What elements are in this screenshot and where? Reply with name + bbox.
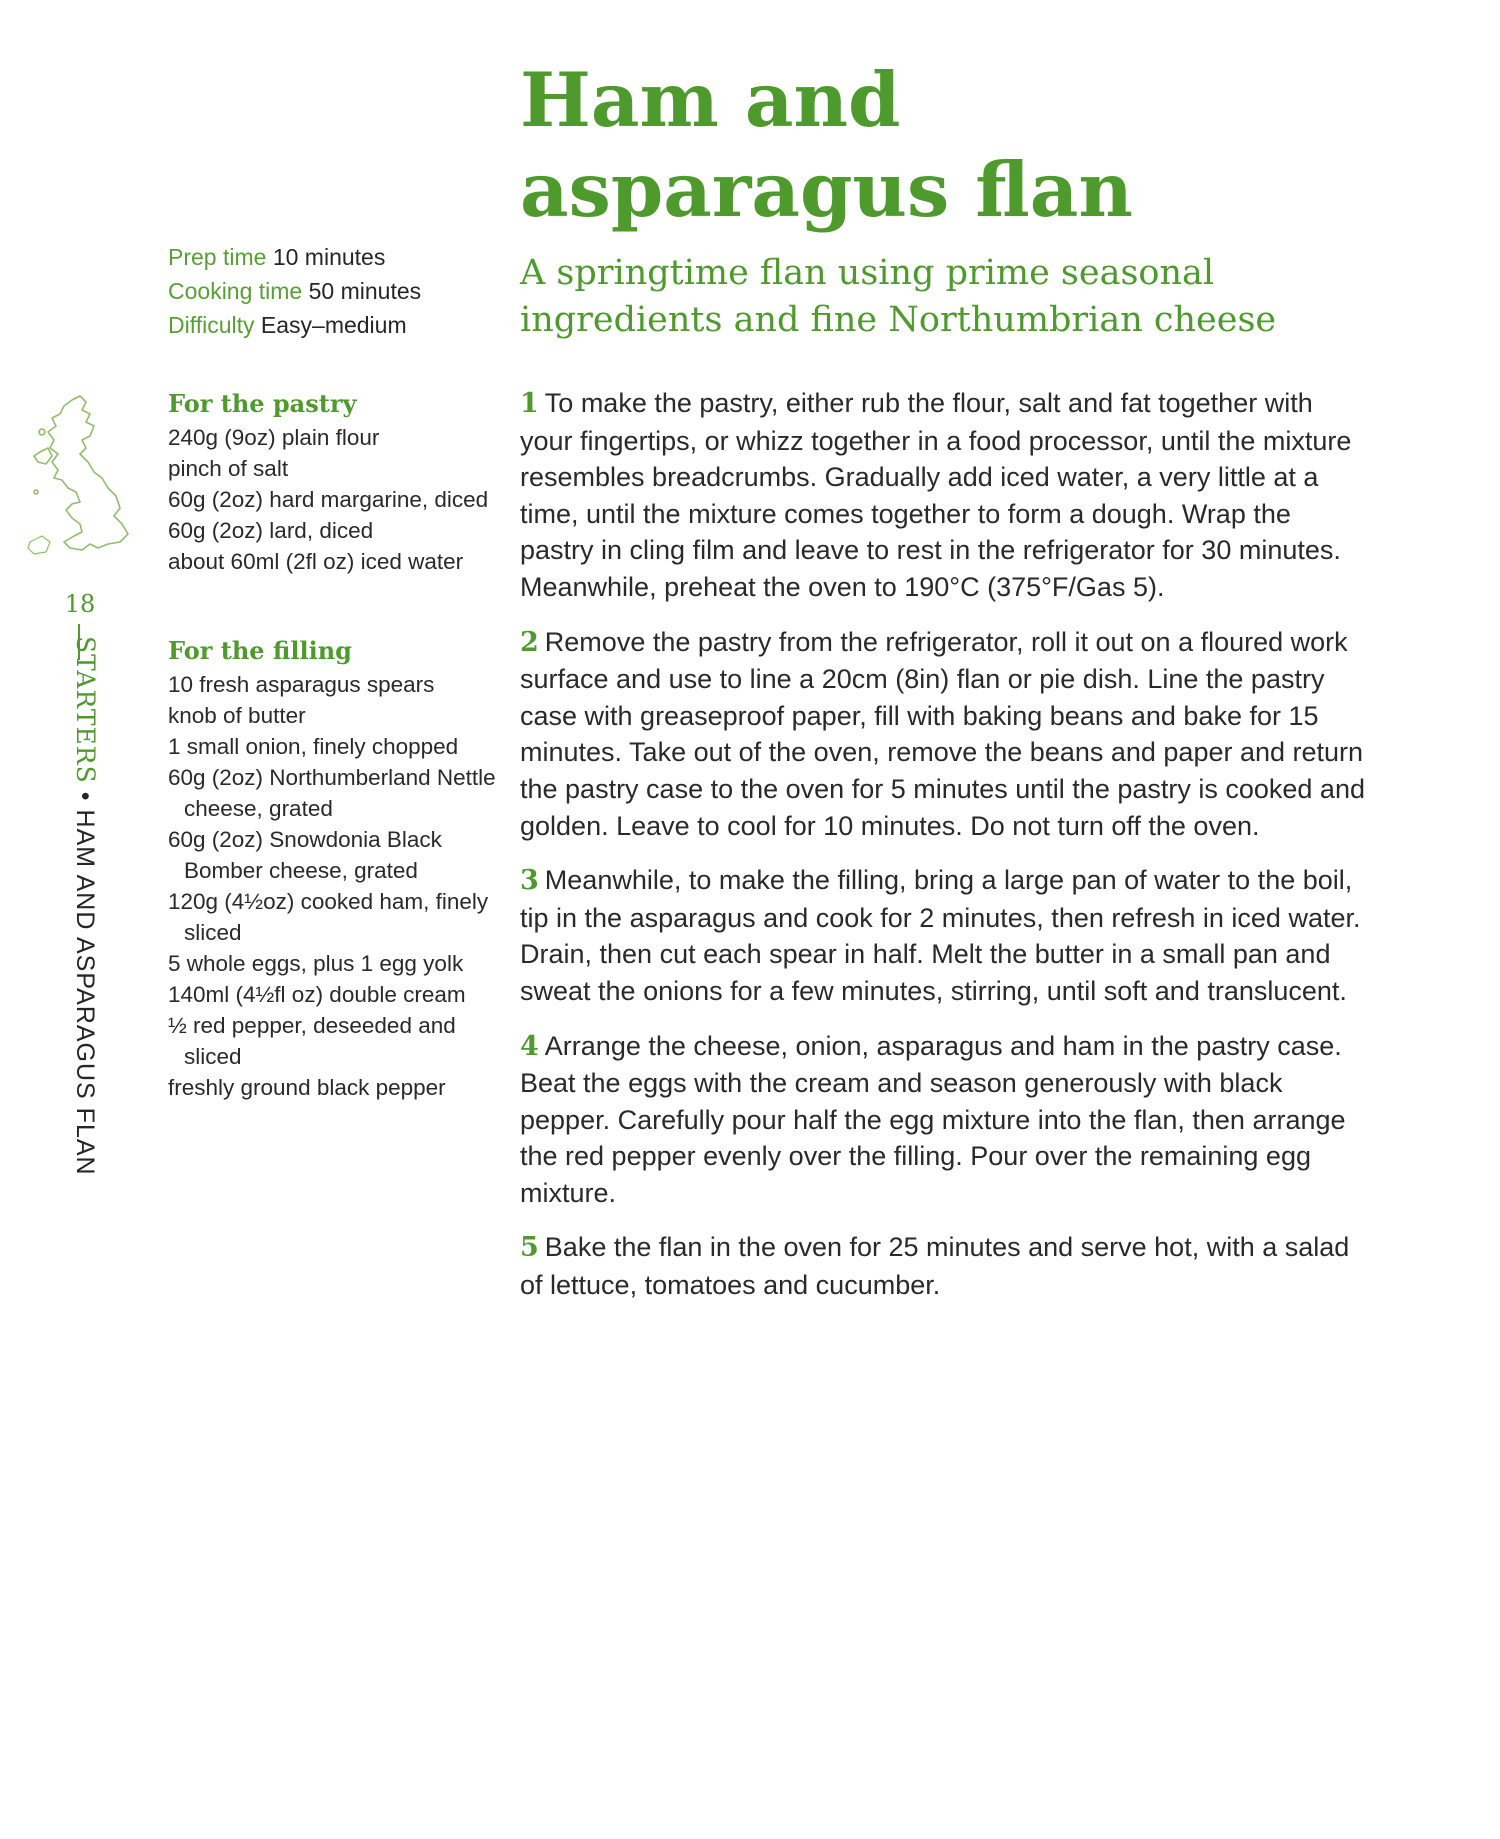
page-title-line-1: Ham and [520, 56, 901, 144]
step-text: To make the pastry, either rub the flour, salt and fat together with your fingertips, or whizz together in a food processor, until the mixture resembles breadcrumbs. Gradually add iced water, a very little at a time, until the mixture comes together to form a dough. Wrap the pastry in cling film and leave to rest in the refrigerator for 30 minutes. Meanwhile, preheat the oven to 190°C (375°F/Gas 5). [520, 388, 1352, 602]
step-text: Remove the pastry from the refrigerator, roll it out on a floured work surface and use to line a 20cm (8in) flan or pie dish. Line the pastry case with greaseproof paper, fill with baking beans and bake for 15 minutes. Take out of the oven, remove the beans and paper and return the pastry case to the oven for 5 minutes until the pastry is cooked and golden. Leave to cool for 10 minutes. Do not turn off the oven. [520, 626, 1365, 841]
ingredient-item: 60g (2oz) hard margarine, diced [168, 487, 489, 512]
running-head-bullet: • [71, 791, 99, 802]
method-step-5 [520, 1229, 1365, 1303]
step-text: Arrange the cheese, onion, asparagus and ham in the pastry case. Beat the eggs with the cream and season generously with black pepper. Carefully pour half the egg mixture into the flan, then arrange the red pepper evenly over the filling. Pour over the remaining egg mixture. [520, 1030, 1346, 1208]
step-number: 2 [520, 626, 539, 658]
meta-value: Easy–medium [260, 312, 407, 338]
recipe-meta [168, 240, 498, 342]
filling-heading: For the filling [168, 636, 352, 665]
ingredient-item: about 60ml (2fl oz) iced water [168, 549, 464, 574]
ingredient-item: 120g (4½oz) cooked ham, finely sliced [168, 889, 489, 945]
ingredient-item: 60g (2oz) Northumberland Nettle cheese, grated [168, 765, 496, 821]
meta-prep-time [168, 240, 498, 274]
method-step-2 [520, 624, 1365, 845]
page-title [520, 55, 1420, 235]
ingredient-item: knob of butter [168, 703, 306, 728]
subtitle: A springtime flan using prime seasonal ingredients and fine Northumbrian cheese [520, 253, 1277, 340]
pastry-ingredients [168, 386, 503, 577]
method-step-4 [520, 1028, 1365, 1212]
meta-label: Cooking time [168, 278, 303, 304]
method-step-3 [520, 862, 1365, 1009]
step-number: 1 [520, 388, 539, 419]
pastry-heading: For the pastry [168, 389, 357, 418]
ingredient-item: ½ red pepper, deseeded and sliced [168, 1013, 456, 1069]
ingredient-item: 10 fresh asparagus spears [168, 672, 435, 697]
ingredient-item: 140ml (4½fl oz) double cream [168, 982, 466, 1007]
step-number: 4 [520, 1030, 539, 1062]
meta-label: Prep time [168, 244, 267, 270]
filling-list [168, 669, 503, 1103]
ingredient-item: 60g (2oz) Snowdonia Black Bomber cheese, grated [168, 827, 442, 883]
meta-difficulty [168, 308, 498, 342]
running-head [70, 636, 100, 1176]
step-number: 3 [520, 865, 539, 897]
ingredient-item: pinch of salt [168, 456, 289, 481]
meta-label: Difficulty [168, 312, 255, 338]
page-title-line-2: asparagus flan [520, 146, 1133, 234]
method-steps [520, 385, 1365, 1322]
uk-map-icon [20, 392, 140, 582]
ingredient-item: 1 small onion, finely chopped [168, 734, 459, 759]
running-head-title: HAM AND ASPARAGUS FLAN [71, 809, 99, 1176]
meta-cooking-time [168, 274, 498, 308]
filling-ingredients [168, 633, 503, 1103]
ingredient-item: 5 whole eggs, plus 1 egg yolk [168, 951, 464, 976]
ingredient-item: 240g (9oz) plain flour [168, 425, 380, 450]
meta-value: 50 minutes [308, 278, 422, 304]
step-number: 5 [520, 1232, 539, 1264]
step-text: Meanwhile, to make the filling, bring a large pan of water to the boil, tip in the asparagus and cook for 2 minutes, then refresh in iced water. Drain, then cut each spear in half. Melt the butter in a small pan and sweat the onions for a few minutes, stirring, until soft and translucent. [520, 865, 1361, 1006]
ingredient-item: freshly ground black pepper [168, 1075, 446, 1100]
pastry-list [168, 422, 503, 577]
meta-value: 10 minutes [272, 244, 386, 270]
step-text: Bake the flan in the oven for 25 minutes and serve hot, with a salad of lettuce, tomatoes and cucumber. [520, 1232, 1350, 1301]
ingredient-item: 60g (2oz) lard, diced [168, 518, 374, 543]
method-step-1 [520, 385, 1365, 606]
sidebar-tab [40, 590, 120, 1230]
page-number: 18 [64, 590, 96, 618]
running-head-section: STARTERS [71, 636, 100, 784]
